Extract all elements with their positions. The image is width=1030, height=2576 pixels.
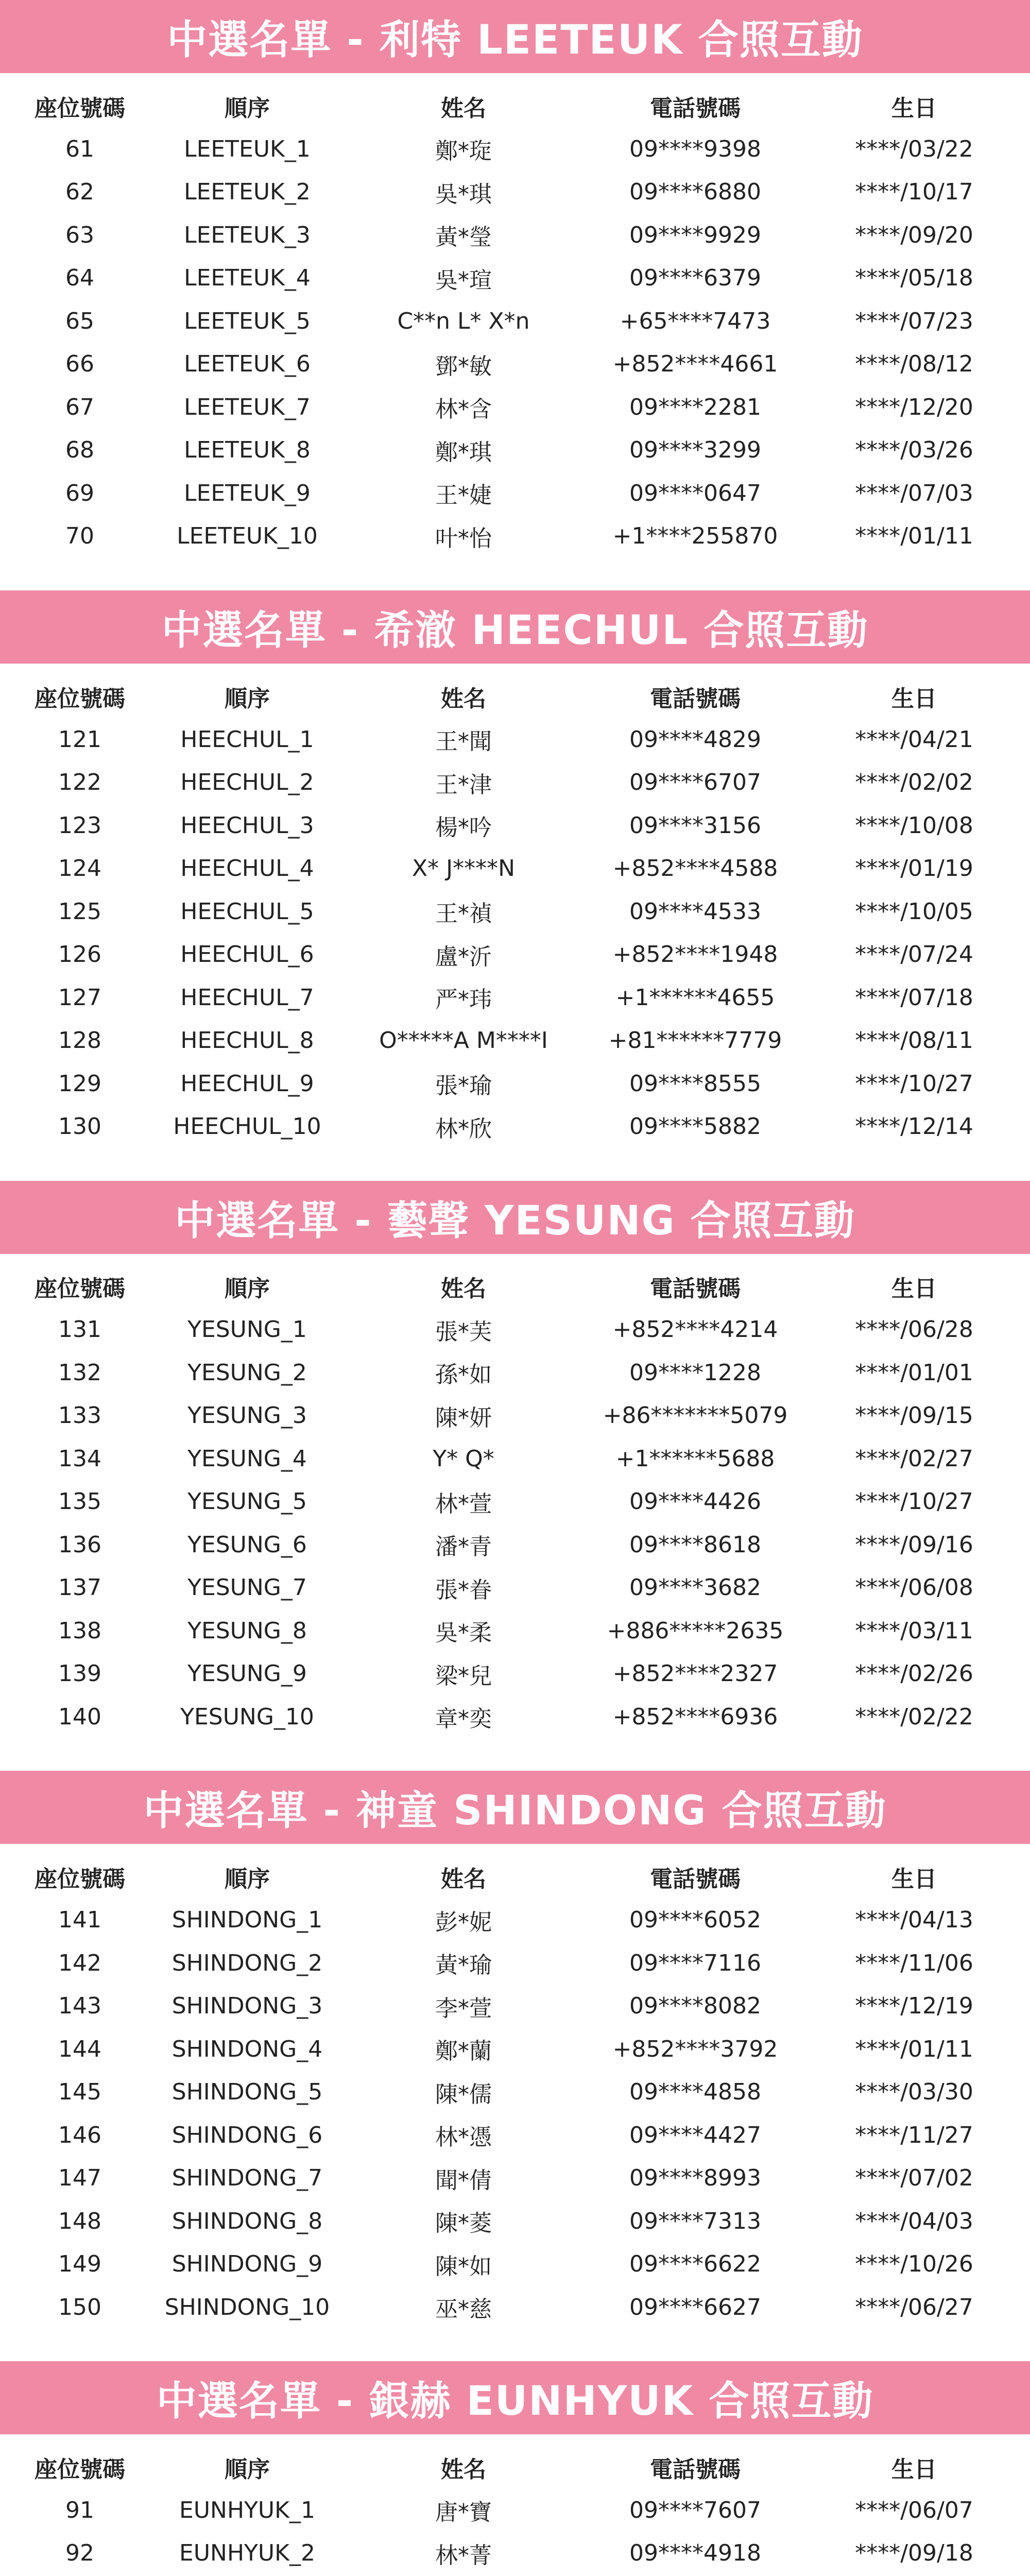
seat-number-cell: 64 (65, 265, 94, 292)
phone-cell: +852****1948 (612, 941, 778, 968)
column-header-name: 姓名 (441, 95, 486, 122)
name-cell: 楊*吟 (435, 815, 492, 841)
table-row (21, 1941, 1009, 1985)
phone-cell: 09****7313 (629, 2208, 761, 2234)
order-cell: SHINDONG_1 (171, 1907, 323, 1934)
phone-cell: +1****255870 (612, 523, 778, 550)
table-row (21, 804, 1009, 847)
birthday-cell: ****/09/20 (855, 222, 973, 248)
name-cell: 章*奕 (435, 1706, 492, 1733)
seat-number-cell: 142 (58, 1950, 101, 1976)
birthday-cell: ****/11/27 (855, 2122, 973, 2148)
table-header-row (21, 2446, 1009, 2489)
table-row (21, 128, 1009, 171)
seat-number-cell: 67 (65, 394, 94, 420)
phone-cell: +852****4661 (612, 351, 778, 378)
table-row (21, 257, 1009, 300)
name-cell: Y* Q* (433, 1445, 494, 1472)
phone-cell: 09****6052 (629, 1907, 761, 1934)
seat-number-cell: 62 (65, 179, 94, 206)
column-header-seat-number: 座位號碼 (35, 95, 125, 122)
seat-number-cell: 69 (65, 480, 94, 506)
birthday-cell: ****/07/23 (855, 308, 973, 334)
birthday-cell: ****/06/07 (855, 2497, 973, 2523)
column-header-seat-number: 座位號碼 (35, 1276, 125, 1302)
seat-number-cell: 148 (58, 2208, 101, 2234)
name-cell: 叶*怡 (435, 525, 492, 552)
phone-cell: +852****2327 (612, 1660, 778, 1687)
phone-cell: +886*****2635 (607, 1617, 784, 1644)
winner-table (21, 1265, 1009, 1739)
name-cell: 王*津 (435, 771, 492, 798)
birthday-cell: ****/12/19 (855, 1993, 973, 2020)
name-cell: 林*菁 (435, 2542, 492, 2569)
order-cell: LEETEUK_8 (184, 437, 311, 464)
phone-cell: 09****4858 (629, 2079, 761, 2106)
birthday-cell: ****/04/03 (855, 2208, 973, 2234)
birthday-cell: ****/10/27 (855, 1488, 973, 1515)
phone-cell: 09****1228 (629, 1359, 761, 1386)
birthday-cell: ****/10/17 (855, 179, 973, 206)
column-header-phone: 電話號碼 (650, 95, 741, 122)
order-cell: YESUNG_2 (187, 1359, 307, 1386)
order-cell: LEETEUK_1 (184, 135, 311, 162)
name-cell: 盧*沂 (435, 943, 492, 970)
column-header-name: 姓名 (441, 2456, 486, 2483)
seat-number-cell: 127 (58, 984, 101, 1011)
name-cell: X* J****N (411, 855, 516, 882)
seat-number-cell: 143 (58, 1993, 101, 2020)
phone-cell: 09****6627 (629, 2294, 761, 2320)
order-cell: HEECHUL_3 (180, 812, 314, 839)
birthday-cell: ****/01/11 (855, 2036, 973, 2062)
table-row (21, 386, 1009, 429)
name-cell: 李*萱 (435, 1995, 492, 2022)
name-cell: 吳*琪 (435, 181, 492, 208)
order-cell: LEETEUK_3 (184, 222, 311, 248)
winner-section (0, 1181, 1030, 1771)
seat-number-cell: 92 (65, 2540, 94, 2567)
order-cell: HEECHUL_6 (180, 941, 314, 968)
table-row (21, 2113, 1009, 2157)
name-cell: 鄧*敏 (435, 353, 492, 380)
seat-number-cell: 139 (58, 1660, 101, 1687)
order-cell: SHINDONG_6 (171, 2122, 323, 2148)
birthday-cell: ****/02/02 (855, 769, 973, 796)
name-cell: 張*芙 (435, 1318, 492, 1345)
phone-cell: 09****6707 (629, 769, 761, 796)
birthday-cell: ****/03/30 (855, 2079, 973, 2106)
birthday-cell: ****/02/22 (855, 1703, 973, 1730)
name-cell: 張*瑜 (435, 1073, 492, 1099)
column-header-seat-number: 座位號碼 (35, 2456, 125, 2483)
phone-cell: +81******7779 (608, 1027, 782, 1054)
table-row (21, 1985, 1009, 2028)
table-row (21, 2285, 1009, 2329)
phone-cell: 09****8993 (629, 2165, 761, 2192)
order-cell: SHINDONG_10 (164, 2294, 330, 2320)
order-cell: SHINDONG_5 (171, 2079, 323, 2106)
winner-section (0, 590, 1030, 1181)
table-row (21, 1480, 1009, 1523)
seat-number-cell: 124 (58, 855, 101, 882)
seat-number-cell: 130 (58, 1113, 101, 1140)
order-cell: HEECHUL_8 (180, 1027, 314, 1054)
section-title: 中選名單 - 銀赫 EUNHYUK 合照互動 (0, 2361, 1030, 2434)
column-header-phone: 電話號碼 (650, 2456, 741, 2483)
order-cell: HEECHUL_10 (173, 1113, 321, 1140)
name-cell: 严*玮 (435, 987, 492, 1013)
column-header-phone: 電話號碼 (650, 1866, 741, 1893)
order-cell: YESUNG_4 (187, 1445, 307, 1472)
table-row (21, 171, 1009, 214)
phone-cell: 09****4829 (629, 726, 761, 753)
seat-number-cell: 150 (58, 2294, 101, 2320)
name-cell: 鄭*琁 (435, 138, 492, 165)
table-row (21, 1609, 1009, 1653)
phone-cell: 09****8555 (629, 1070, 761, 1097)
column-header-order: 順序 (225, 1866, 270, 1893)
table-row (21, 761, 1009, 804)
column-header-order: 順序 (225, 2456, 270, 2483)
name-cell: 鄭*琪 (435, 439, 492, 466)
table-row (21, 718, 1009, 761)
order-cell: YESUNG_9 (187, 1660, 307, 1687)
table-row (21, 343, 1009, 386)
table-row (21, 214, 1009, 257)
name-cell: 林*萱 (435, 1490, 492, 1517)
name-cell: 吳*柔 (435, 1620, 492, 1647)
name-cell: O*****A M****I (379, 1027, 548, 1054)
column-header-birthday: 生日 (891, 95, 937, 122)
seat-number-cell: 70 (65, 523, 94, 550)
name-cell: 林*含 (435, 396, 492, 423)
phone-cell: 09****8618 (629, 1531, 761, 1558)
table-header-row (21, 1855, 1009, 1899)
birthday-cell: ****/01/01 (855, 1359, 973, 1386)
seat-number-cell: 134 (58, 1445, 101, 1472)
order-cell: LEETEUK_2 (184, 179, 311, 206)
column-header-birthday: 生日 (891, 685, 937, 712)
column-header-birthday: 生日 (891, 2456, 937, 2483)
order-cell: SHINDONG_3 (171, 1993, 323, 2020)
order-cell: EUNHYUK_2 (179, 2540, 315, 2567)
phone-cell: 09****4533 (629, 898, 761, 925)
seat-number-cell: 66 (65, 351, 94, 378)
winner-table (21, 2446, 1009, 2576)
seat-number-cell: 137 (58, 1574, 101, 1601)
birthday-cell: ****/06/27 (855, 2294, 973, 2320)
table-row (21, 2532, 1009, 2575)
column-header-name: 姓名 (441, 685, 486, 712)
birthday-cell: ****/12/20 (855, 394, 973, 420)
table-row (21, 1652, 1009, 1696)
name-cell: 黃*瑩 (435, 224, 492, 251)
table-row (21, 2489, 1009, 2532)
name-cell: 彭*妮 (435, 1909, 492, 1936)
order-cell: HEECHUL_2 (180, 769, 314, 796)
birthday-cell: ****/01/11 (855, 523, 973, 550)
birthday-cell: ****/06/28 (855, 1316, 973, 1343)
birthday-cell: ****/06/08 (855, 1574, 973, 1601)
birthday-cell: ****/08/12 (855, 351, 973, 378)
phone-cell: 09****4918 (629, 2540, 761, 2567)
winner-table (21, 675, 1009, 1148)
order-cell: LEETEUK_9 (184, 480, 311, 506)
name-cell: 陳*菱 (435, 2210, 492, 2237)
phone-cell: 09****9398 (629, 135, 761, 162)
phone-cell: +1******4655 (615, 984, 775, 1011)
table-row (21, 2157, 1009, 2200)
column-header-name: 姓名 (441, 1276, 486, 1302)
phone-cell: 09****8082 (629, 1993, 761, 2020)
column-header-birthday: 生日 (891, 1276, 937, 1302)
order-cell: HEECHUL_1 (180, 726, 314, 753)
winner-table (21, 1855, 1009, 2329)
birthday-cell: ****/12/14 (855, 1113, 973, 1140)
name-cell: C**n L* X*n (397, 308, 530, 334)
phone-cell: +852****3792 (612, 2036, 778, 2062)
birthday-cell: ****/02/27 (855, 1445, 973, 1472)
order-cell: EUNHYUK_1 (179, 2497, 315, 2523)
table-row (21, 2027, 1009, 2071)
phone-cell: 09****9929 (629, 222, 761, 248)
name-cell: 孫*如 (435, 1362, 492, 1388)
phone-cell: 09****7607 (629, 2497, 761, 2523)
seat-number-cell: 61 (65, 135, 94, 162)
name-cell: 林*欣 (435, 1115, 492, 1142)
seat-number-cell: 68 (65, 437, 94, 464)
birthday-cell: ****/07/03 (855, 480, 973, 506)
seat-number-cell: 149 (58, 2251, 101, 2278)
seat-number-cell: 141 (58, 1907, 101, 1934)
seat-number-cell: 133 (58, 1402, 101, 1429)
seat-number-cell: 126 (58, 941, 101, 968)
table-row (21, 1019, 1009, 1062)
name-cell: 梁*兒 (435, 1663, 492, 1689)
order-cell: YESUNG_8 (187, 1617, 307, 1644)
order-cell: SHINDONG_8 (171, 2208, 323, 2234)
column-header-order: 順序 (225, 95, 270, 122)
birthday-cell: ****/07/02 (855, 2165, 973, 2192)
seat-number-cell: 147 (58, 2165, 101, 2192)
birthday-cell: ****/07/24 (855, 941, 973, 968)
seat-number-cell: 63 (65, 222, 94, 248)
phone-cell: +852****4588 (612, 855, 778, 882)
seat-number-cell: 125 (58, 898, 101, 925)
birthday-cell: ****/10/08 (855, 812, 973, 839)
winner-table (21, 84, 1009, 558)
order-cell: YESUNG_6 (187, 1531, 307, 1558)
seat-number-cell: 144 (58, 2036, 101, 2062)
phone-cell: 09****4427 (629, 2122, 761, 2148)
phone-cell: +65****7473 (620, 308, 771, 334)
birthday-cell: ****/03/26 (855, 437, 973, 464)
name-cell: 陳*妍 (435, 1404, 492, 1431)
table-header-row (21, 1265, 1009, 1309)
table-header-row (21, 84, 1009, 128)
seat-number-cell: 121 (58, 726, 101, 753)
table-row (21, 1899, 1009, 1942)
name-cell: 陳*儒 (435, 2081, 492, 2108)
order-cell: LEETEUK_6 (184, 351, 311, 378)
table-row (21, 2243, 1009, 2286)
order-cell: YESUNG_1 (187, 1316, 307, 1343)
seat-number-cell: 123 (58, 812, 101, 839)
birthday-cell: ****/07/18 (855, 984, 973, 1011)
birthday-cell: ****/05/18 (855, 265, 973, 292)
phone-cell: +852****4214 (612, 1316, 778, 1343)
order-cell: LEETEUK_4 (184, 265, 311, 292)
phone-cell: 09****0647 (629, 480, 761, 506)
table-row (21, 1351, 1009, 1395)
phone-cell: +1******5688 (615, 1445, 775, 1472)
order-cell: HEECHUL_9 (180, 1070, 314, 1097)
table-row (21, 1437, 1009, 1481)
table-row (21, 933, 1009, 976)
column-header-birthday: 生日 (891, 1866, 937, 1893)
birthday-cell: ****/09/16 (855, 1531, 973, 1558)
table-row (21, 2199, 1009, 2243)
name-cell: 潘*青 (435, 1534, 492, 1561)
table-row (21, 2071, 1009, 2114)
column-header-phone: 電話號碼 (650, 685, 741, 712)
column-header-name: 姓名 (441, 1866, 486, 1893)
table-row (21, 890, 1009, 933)
seat-number-cell: 146 (58, 2122, 101, 2148)
seat-number-cell: 145 (58, 2079, 101, 2106)
table-row (21, 1308, 1009, 1351)
section-title: 中選名單 - 藝聲 YESUNG 合照互動 (0, 1181, 1030, 1254)
phone-cell: 09****5882 (629, 1113, 761, 1140)
seat-number-cell: 136 (58, 1531, 101, 1558)
seat-number-cell: 91 (65, 2497, 94, 2523)
order-cell: LEETEUK_7 (184, 394, 311, 420)
column-header-seat-number: 座位號碼 (35, 1866, 125, 1893)
order-cell: HEECHUL_5 (180, 898, 314, 925)
column-header-order: 順序 (225, 685, 270, 712)
phone-cell: 09****4426 (629, 1488, 761, 1515)
birthday-cell: ****/04/21 (855, 726, 973, 753)
table-row (21, 300, 1009, 343)
name-cell: 王*婕 (435, 482, 492, 509)
name-cell: 鄭*蘭 (435, 2038, 492, 2065)
winner-section (0, 1771, 1030, 2361)
seat-number-cell: 131 (58, 1316, 101, 1343)
name-cell: 王*禎 (435, 901, 492, 927)
table-row (21, 1105, 1009, 1148)
birthday-cell: ****/10/05 (855, 898, 973, 925)
column-header-phone: 電話號碼 (650, 1276, 741, 1302)
winner-section (0, 0, 1030, 590)
seat-number-cell: 128 (58, 1027, 101, 1054)
table-row (21, 847, 1009, 890)
phone-cell: 09****3299 (629, 437, 761, 464)
seat-number-cell: 129 (58, 1070, 101, 1097)
winner-section (0, 2361, 1030, 2576)
birthday-cell: ****/08/11 (855, 1027, 973, 1054)
order-cell: HEECHUL_7 (180, 984, 314, 1011)
seat-number-cell: 135 (58, 1488, 101, 1515)
order-cell: SHINDONG_4 (171, 2036, 323, 2062)
order-cell: HEECHUL_4 (180, 855, 314, 882)
birthday-cell: ****/03/22 (855, 135, 973, 162)
phone-cell: 09****3156 (629, 812, 761, 839)
phone-cell: 09****3682 (629, 1574, 761, 1601)
table-row (21, 1394, 1009, 1437)
seat-number-cell: 140 (58, 1703, 101, 1730)
birthday-cell: ****/02/26 (855, 1660, 973, 1687)
order-cell: SHINDONG_9 (171, 2251, 323, 2278)
table-row (21, 1062, 1009, 1105)
seat-number-cell: 65 (65, 308, 94, 334)
table-header-row (21, 675, 1009, 718)
table-row (21, 1696, 1009, 1739)
order-cell: SHINDONG_7 (171, 2165, 323, 2192)
seat-number-cell: 132 (58, 1359, 101, 1386)
phone-cell: +86*******5079 (603, 1402, 788, 1429)
birthday-cell: ****/10/26 (855, 2251, 973, 2278)
table-row (21, 976, 1009, 1019)
birthday-cell: ****/09/18 (855, 2540, 973, 2567)
table-row (21, 429, 1009, 472)
order-cell: LEETEUK_5 (184, 308, 311, 334)
birthday-cell: ****/11/06 (855, 1950, 973, 1976)
seat-number-cell: 138 (58, 1617, 101, 1644)
name-cell: 張*眷 (435, 1577, 492, 1603)
seat-number-cell: 122 (58, 769, 101, 796)
section-title: 中選名單 - 希澈 HEECHUL 合照互動 (0, 590, 1030, 664)
order-cell: YESUNG_3 (187, 1402, 307, 1429)
phone-cell: +852****6936 (612, 1703, 778, 1730)
name-cell: 聞*倩 (435, 2167, 492, 2194)
birthday-cell: ****/03/11 (855, 1617, 973, 1644)
order-cell: SHINDONG_2 (171, 1950, 323, 1976)
section-title: 中選名單 - 利特 LEETEUK 合照互動 (0, 0, 1030, 73)
column-header-order: 順序 (225, 1276, 270, 1302)
phone-cell: 09****6379 (629, 265, 761, 292)
table-row (21, 1566, 1009, 1609)
phone-cell: 09****6622 (629, 2251, 761, 2278)
section-title: 中選名單 - 神童 SHINDONG 合照互動 (0, 1771, 1030, 1844)
birthday-cell: ****/10/27 (855, 1070, 973, 1097)
table-row (21, 515, 1009, 558)
name-cell: 王*聞 (435, 728, 492, 755)
phone-cell: 09****7116 (629, 1950, 761, 1976)
order-cell: LEETEUK_10 (177, 523, 318, 550)
order-cell: YESUNG_7 (187, 1574, 307, 1601)
name-cell: 吳*瑄 (435, 267, 492, 294)
birthday-cell: ****/09/15 (855, 1402, 973, 1429)
name-cell: 陳*如 (435, 2253, 492, 2280)
table-row (21, 472, 1009, 515)
phone-cell: 09****2281 (629, 394, 761, 420)
order-cell: YESUNG_10 (180, 1703, 314, 1730)
order-cell: YESUNG_5 (187, 1488, 307, 1515)
name-cell: 唐*寶 (435, 2499, 492, 2526)
birthday-cell: ****/01/19 (855, 855, 973, 882)
table-row (21, 1523, 1009, 1567)
name-cell: 黃*瑜 (435, 1952, 492, 1979)
name-cell: 巫*慈 (435, 2296, 492, 2323)
column-header-seat-number: 座位號碼 (35, 685, 125, 712)
name-cell: 林*憑 (435, 2124, 492, 2151)
phone-cell: 09****6880 (629, 179, 761, 206)
birthday-cell: ****/04/13 (855, 1907, 973, 1934)
